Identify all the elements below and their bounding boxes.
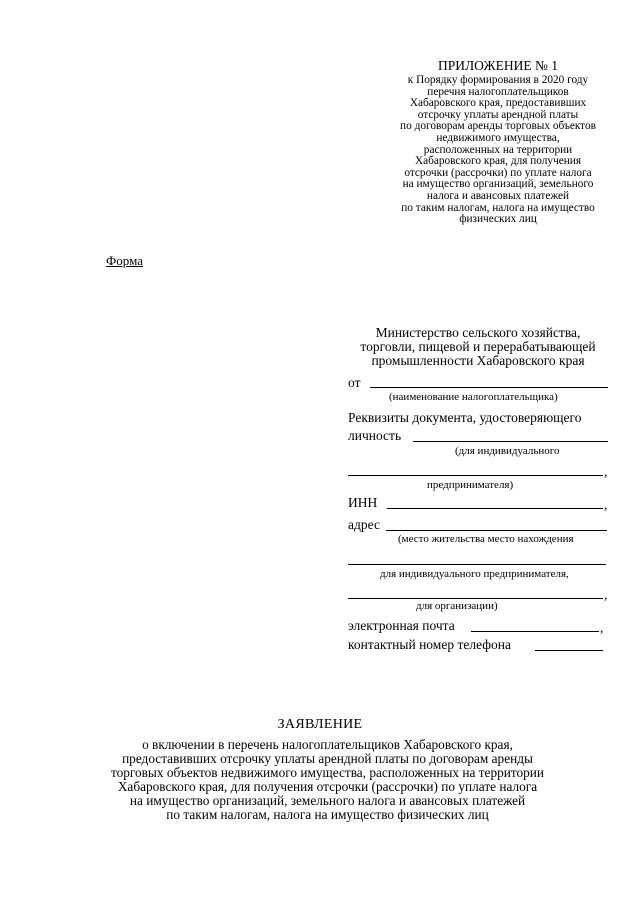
ie-hint: (для индивидуального: [455, 445, 560, 457]
address-hint-2: для индивидуального предпринимателя,: [380, 568, 569, 580]
appendix-line: перечня налогоплательщиков: [427, 85, 569, 98]
appendix-line: к Порядку формирования в 2020 году: [407, 74, 589, 86]
appendix-line: недвижимого имущества,: [436, 131, 560, 144]
from-label: от: [348, 375, 361, 390]
comma: ,: [604, 587, 608, 602]
phone-label: контактный номер телефона: [348, 637, 511, 652]
email-label: электронная почта: [348, 618, 455, 633]
inn-field[interactable]: [387, 494, 603, 509]
appendix-title: ПРИЛОЖЕНИЕ № 1: [437, 58, 559, 73]
comma: ,: [604, 464, 608, 479]
phone-field[interactable]: [535, 636, 603, 651]
inn-label: ИНН: [348, 495, 378, 510]
appendix-line: по договорам аренды торговых объектов: [400, 120, 596, 133]
statement-line: предоставивших отсрочку уплаты арендной платы по договорам аренды: [122, 751, 533, 766]
address-field[interactable]: [386, 516, 607, 531]
address-field-2[interactable]: [348, 550, 606, 565]
statement-body: [100, 738, 555, 822]
recipient-line: Министерство сельского хозяйства,: [375, 325, 581, 340]
appendix-line: на имущество организаций, земельного: [402, 178, 594, 191]
appendix-line: отсрочку уплаты арендной платы: [417, 108, 579, 121]
recipient-line: промышленности Хабаровского края: [371, 353, 585, 368]
appendix-line: физических лиц: [459, 213, 537, 226]
appendix-header: [380, 58, 616, 226]
comma: ,: [600, 620, 604, 635]
from-hint: (наименование налогоплательщика): [389, 391, 558, 403]
doc-label: Реквизиты документа, удостоверяющего: [348, 410, 582, 425]
appendix-line: Хабаровского края, предоставивших: [409, 97, 587, 110]
address-field-3[interactable]: [348, 584, 603, 599]
identity-field-2[interactable]: [348, 461, 603, 476]
statement-line: торговых объектов недвижимого имущества, расположенных на территории: [110, 765, 545, 780]
ie-hint-2: предпринимателя): [427, 479, 514, 491]
recipient-ministry: [345, 326, 611, 368]
statement-line: по таким налогам, налога на имущество физических лиц: [166, 807, 489, 822]
address-hint-1: (место жительства место нахождения: [398, 533, 574, 545]
appendix-line: Хабаровского края, для получения: [414, 155, 582, 168]
email-field[interactable]: [471, 617, 599, 632]
appendix-line: расположенных на территории: [423, 143, 573, 156]
from-field[interactable]: [370, 373, 608, 388]
comma: ,: [604, 497, 608, 512]
address-hint-3: для организации): [416, 600, 498, 612]
form-label: Форма: [106, 253, 143, 268]
identity-label: личность: [348, 428, 402, 443]
appendix-line: налога и авансовых платежей: [426, 189, 570, 202]
address-label: адрес: [348, 517, 380, 532]
appendix-line: по таким налогам, налога на имущество: [401, 201, 595, 214]
statement-line: на имущество организаций, земельного налога и авансовых платежей: [129, 793, 526, 808]
statement-line: о включении в перечень налогоплательщиков Хабаровского края,: [142, 737, 513, 752]
statement-title: ЗАЯВЛЕНИЕ: [277, 717, 363, 732]
statement-line: Хабаровского края, для получения отсрочки (рассрочки) по уплате налога: [117, 779, 538, 794]
recipient-line: торговли, пищевой и перерабатывающей: [360, 339, 596, 354]
appendix-line: отсрочки (рассрочки) по уплате налога: [404, 166, 592, 179]
identity-field[interactable]: [413, 427, 608, 442]
